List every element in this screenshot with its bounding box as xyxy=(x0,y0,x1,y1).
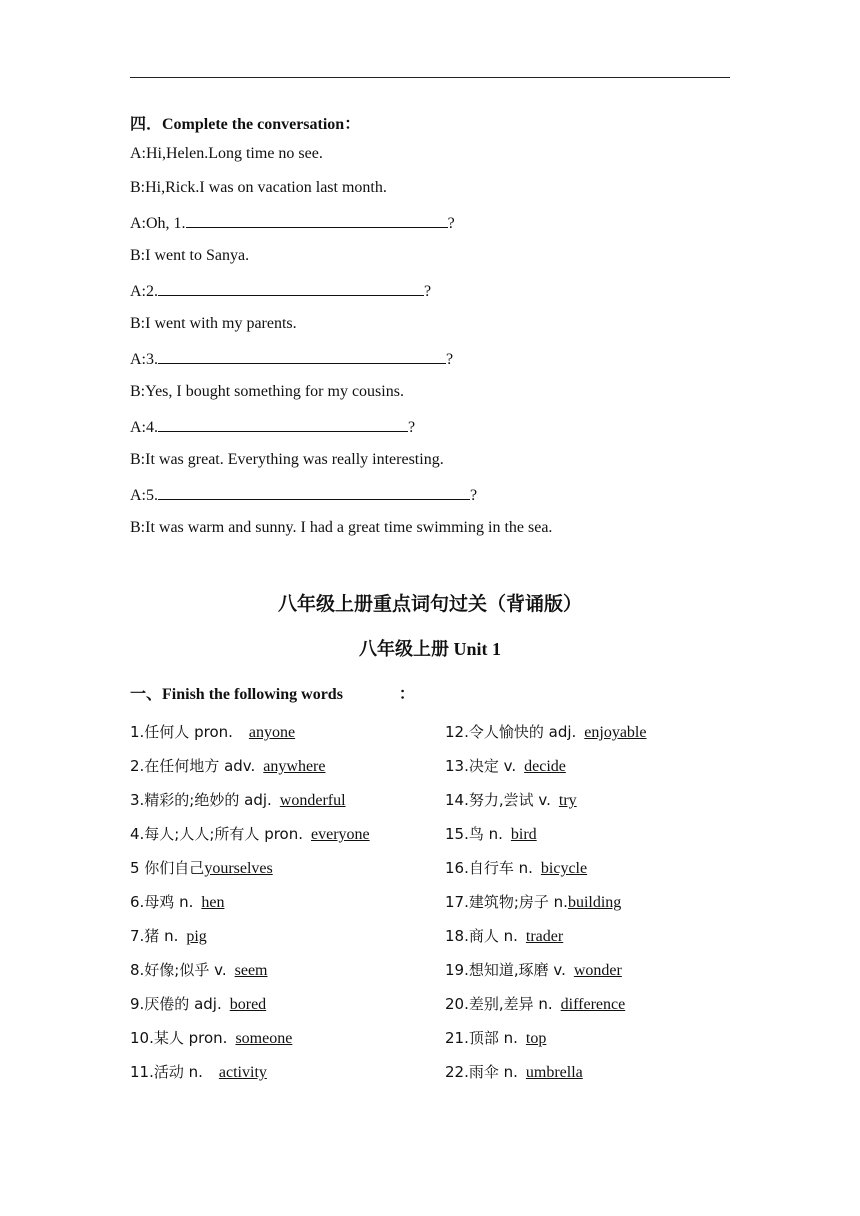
answer-blank-1[interactable] xyxy=(186,213,448,228)
dialogue-blank-line-2 xyxy=(130,281,431,301)
word-answer: pig xyxy=(186,928,207,945)
word-answer: try xyxy=(558,792,577,809)
dialogue-suffix: ? xyxy=(447,215,455,232)
word-answer: someone xyxy=(235,1030,293,1047)
dialogue-line: B:I went with my parents. xyxy=(130,315,297,332)
word-item-20: 20.差别,差异 n. difference xyxy=(445,995,626,1013)
word-item-21: 21.顶部 n. top xyxy=(445,1029,547,1047)
word-answer: trader xyxy=(525,928,564,945)
dialogue-suffix: ? xyxy=(408,419,416,436)
answer-blank-3[interactable] xyxy=(158,349,446,364)
dialogue-prefix: A:2. xyxy=(130,283,158,300)
word-item-2: 2.在任何地方 adv. anywhere xyxy=(130,757,326,775)
dialogue-prefix: A:5. xyxy=(130,487,158,504)
word-answer: difference xyxy=(560,996,626,1013)
word-answer: bored xyxy=(229,996,267,1013)
word-item-16: 16.自行车 n. bicycle xyxy=(445,859,588,877)
unit-title: 八年级上册 Unit 1 xyxy=(358,639,501,659)
word-item-8: 8.好像;似乎 v. seem xyxy=(130,961,268,979)
word-item-10: 10.某人 pron. someone xyxy=(130,1029,293,1047)
words-heading xyxy=(130,681,415,704)
dialogue-line: B:Yes, I bought something for my cousins. xyxy=(130,383,404,400)
answer-blank-5[interactable] xyxy=(158,485,470,500)
word-item-19: 19.想知道,琢磨 v. wonder xyxy=(445,961,622,979)
word-answer: wonder xyxy=(573,962,622,979)
word-answer: activity xyxy=(218,1064,267,1081)
words-heading-colon: ： xyxy=(398,686,415,703)
word-item-9: 9.厌倦的 adj. bored xyxy=(130,995,267,1013)
word-item-13: 13.决定 v. decide xyxy=(445,757,566,775)
dialogue-line: B:Hi,Rick.I was on vacation last month. xyxy=(130,179,387,196)
word-answer: bird xyxy=(510,826,537,843)
word-answer: bicycle xyxy=(540,860,588,877)
answer-blank-2[interactable] xyxy=(158,281,424,296)
dialogue-line: A:Hi,Helen.Long time no see. xyxy=(130,145,323,162)
word-item-4: 4.每人;人人;所有人 pron. everyone xyxy=(130,825,370,843)
word-item-12: 12.令人愉快的 adj. enjoyable xyxy=(445,723,647,741)
dialogue-prefix: A:Oh, 1. xyxy=(130,215,186,232)
dialogue-line: B:It was warm and sunny. I had a great time swimming in the sea. xyxy=(130,519,553,536)
word-answer: yourselves xyxy=(204,860,273,877)
dialogue-suffix: ? xyxy=(424,283,432,300)
word-item-15: 15.鸟 n. bird xyxy=(445,825,537,843)
word-item-11: 11.活动 n. activity xyxy=(130,1063,267,1081)
word-answer: hen xyxy=(201,894,225,911)
word-answer: umbrella xyxy=(525,1064,583,1081)
dialogue-suffix: ? xyxy=(470,487,478,504)
word-item-22: 22.雨伞 n. umbrella xyxy=(445,1063,583,1081)
conversation-heading: 四．Complete the conversation： xyxy=(130,116,361,133)
word-item-7: 7.猪 n. pig xyxy=(130,927,207,945)
word-answer: wonderful xyxy=(279,792,346,809)
word-answer: everyone xyxy=(311,826,370,843)
word-answer: anywhere xyxy=(263,758,326,775)
dialogue-line: B:It was great. Everything was really interesting. xyxy=(130,451,444,468)
answer-blank-4[interactable] xyxy=(158,417,408,432)
word-item-17: 17.建筑物;房子 n.building xyxy=(445,893,622,911)
word-item-14: 14.努力,尝试 v. try xyxy=(445,791,577,809)
dialogue-blank-line-1 xyxy=(130,213,455,233)
dialogue-blank-line-3 xyxy=(130,349,453,369)
dialogue-prefix: A:4. xyxy=(130,419,158,436)
words-heading-text: 一、Finish the following words xyxy=(130,686,343,703)
dialogue-blank-line-5 xyxy=(130,485,477,505)
review-title: 八年级上册重点词句过关（背诵版） xyxy=(277,593,582,615)
dialogue-prefix: A:3. xyxy=(130,351,158,368)
word-answer: anyone xyxy=(248,724,296,741)
word-answer: seem xyxy=(234,962,268,979)
word-answer: building xyxy=(567,894,622,911)
header-rule xyxy=(130,77,730,78)
word-item-18: 18.商人 n. trader xyxy=(445,927,564,945)
dialogue-suffix: ? xyxy=(446,351,454,368)
word-answer: enjoyable xyxy=(584,724,647,741)
word-answer: decide xyxy=(524,758,566,775)
word-item-6: 6.母鸡 n. hen xyxy=(130,893,225,911)
dialogue-blank-line-4 xyxy=(130,417,415,437)
dialogue-line: B:I went to Sanya. xyxy=(130,247,250,264)
word-answer: top xyxy=(525,1030,547,1047)
word-item-5: 5 你们自己yourselves xyxy=(130,859,273,877)
word-item-1: 1.任何人 pron. anyone xyxy=(130,723,296,741)
word-item-3: 3.精彩的;绝妙的 adj. wonderful xyxy=(130,791,346,809)
